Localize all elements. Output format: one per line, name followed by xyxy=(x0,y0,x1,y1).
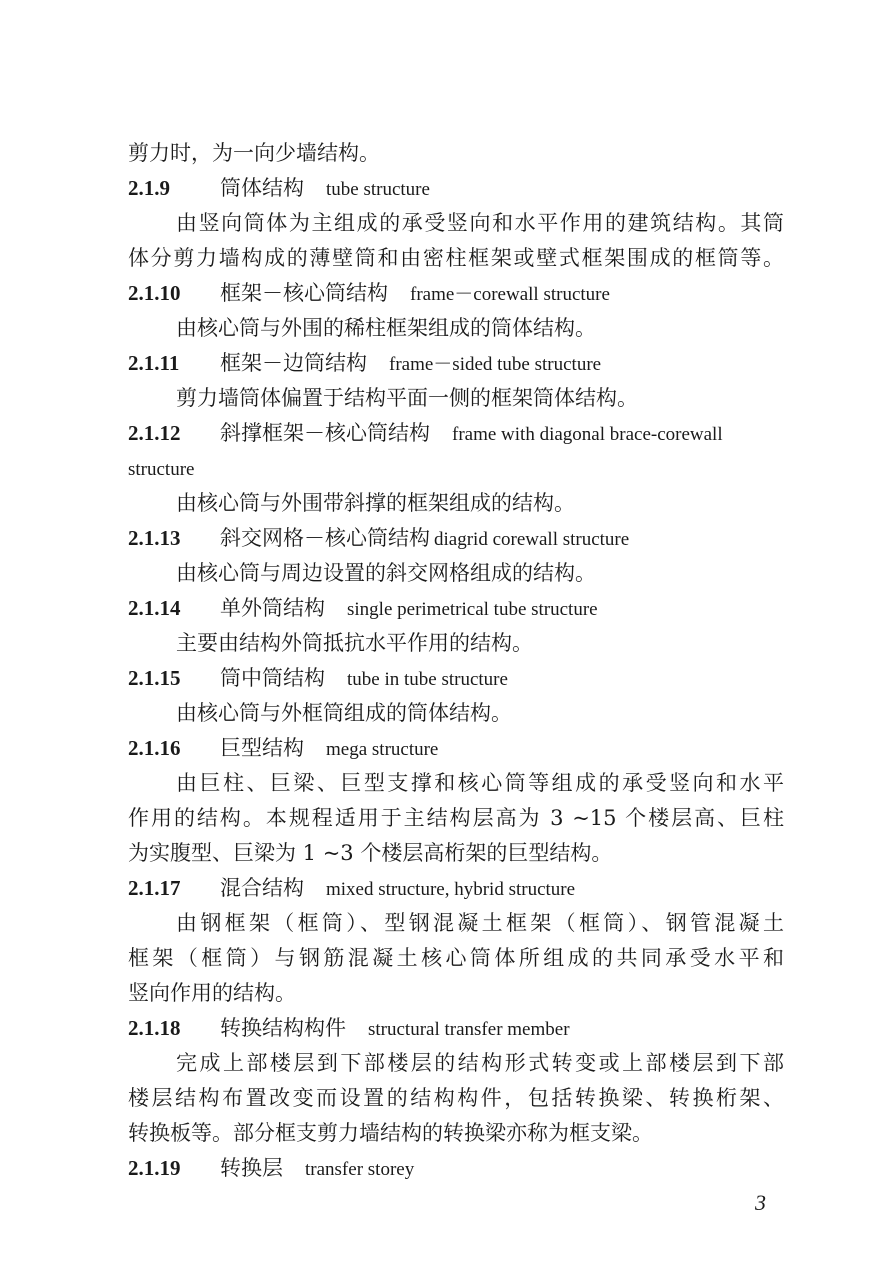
term-chinese: 斜撑框架－核心筒结构 xyxy=(220,421,430,445)
term-chinese: 框架－边筒结构 xyxy=(220,351,367,375)
text: 由核心筒与外围带斜撑的框架组成的结构。 xyxy=(176,491,575,515)
body-text-line xyxy=(128,801,784,835)
section-number: 2.1.13 xyxy=(128,526,181,550)
text: 竖向作用的结构。 xyxy=(128,981,296,1005)
section-number: 2.1.14 xyxy=(128,596,181,620)
text: 由核心筒与外框筒组成的筒体结构。 xyxy=(176,701,512,725)
term-chinese: 筒体结构 xyxy=(220,176,304,200)
term-english-continuation xyxy=(128,451,784,485)
term-chinese: 转换层 xyxy=(220,1156,283,1180)
term-english: tube in tube structure xyxy=(347,669,508,690)
term-chinese: 单外筒结构 xyxy=(220,596,325,620)
text: 由核心筒与外围的稀柱框架组成的筒体结构。 xyxy=(176,316,596,340)
text: 由巨柱、巨梁、巨型支撑和核心筒等组成的承受竖向和水平 xyxy=(176,771,784,795)
term-chinese: 转换结构构件 xyxy=(220,1016,346,1040)
term-english: frame－corewall structure xyxy=(410,284,610,305)
term-chinese: 框架－核心筒结构 xyxy=(220,281,388,305)
body-text-line xyxy=(128,976,784,1010)
term-chinese: 巨型结构 xyxy=(220,736,304,760)
body-text-line xyxy=(176,206,784,240)
section-number: 2.1.17 xyxy=(128,876,181,900)
body-text-line xyxy=(176,696,784,730)
text: 转换板等。部分框支剪力墙结构的转换梁亦称为框支梁。 xyxy=(128,1121,653,1145)
term-english: mega structure xyxy=(326,739,439,760)
section-number: 2.1.11 xyxy=(128,351,180,375)
text: 作用的结构。本规程适用于主结构层高为 3 ~15 个楼层高、巨柱 xyxy=(128,806,784,830)
section-heading-2-1-16 xyxy=(128,731,784,765)
term-chinese: 混合结构 xyxy=(220,876,304,900)
term-chinese: 筒中筒结构 xyxy=(220,666,325,690)
term-english: diagrid corewall structure xyxy=(434,529,630,550)
body-text-line xyxy=(176,486,784,520)
section-number: 2.1.10 xyxy=(128,281,181,305)
body-text-line xyxy=(128,241,784,275)
body-text-line xyxy=(128,941,784,975)
section-number: 2.1.12 xyxy=(128,421,181,445)
section-heading-2-1-15 xyxy=(128,661,784,695)
text: 剪力墙筒体偏置于结构平面一侧的框架筒体结构。 xyxy=(176,386,638,410)
body-text-line xyxy=(176,626,784,660)
section-heading-2-1-18 xyxy=(128,1011,784,1045)
term-english: structural transfer member xyxy=(368,1019,570,1040)
text: 体分剪力墙构成的薄壁筒和由密柱框架或壁式框架围成的框筒等。 xyxy=(128,246,784,270)
term-english: frame with diagonal brace-corewall xyxy=(452,424,723,445)
body-text-line xyxy=(176,381,784,415)
body-text-line xyxy=(176,906,784,940)
term-english: single perimetrical tube structure xyxy=(347,599,598,620)
section-heading-2-1-9 xyxy=(128,171,784,205)
body-text-line xyxy=(128,136,784,170)
page-number: 3 xyxy=(755,1190,766,1215)
section-heading-2-1-14 xyxy=(128,591,784,625)
text: structure xyxy=(128,459,195,480)
body-text-line xyxy=(176,766,784,800)
term-english: transfer storey xyxy=(305,1159,415,1180)
text: 框架（框筒）与钢筋混凝土核心筒体所组成的共同承受水平和 xyxy=(128,946,784,970)
text: 由竖向筒体为主组成的承受竖向和水平作用的建筑结构。其筒 xyxy=(176,211,784,235)
section-heading-2-1-13 xyxy=(128,521,784,555)
section-number: 2.1.15 xyxy=(128,666,181,690)
text: 完成上部楼层到下部楼层的结构形式转变或上部楼层到下部 xyxy=(176,1051,784,1075)
text: 由钢框架（框筒）、型钢混凝土框架（框筒）、钢管混凝土 xyxy=(176,911,784,935)
body-text-line xyxy=(176,311,784,345)
section-number: 2.1.16 xyxy=(128,736,181,760)
term-english: frame－sided tube structure xyxy=(389,354,602,375)
body-text-line xyxy=(176,1046,784,1080)
section-heading-2-1-17 xyxy=(128,871,784,905)
text: 主要由结构外筒抵抗水平作用的结构。 xyxy=(176,631,533,655)
section-heading-2-1-19 xyxy=(128,1151,784,1185)
term-english: mixed structure, hybrid structure xyxy=(326,879,576,900)
body-text-line xyxy=(128,1116,784,1150)
section-number: 2.1.18 xyxy=(128,1016,181,1040)
section-heading-2-1-10 xyxy=(128,276,784,310)
text: 由核心筒与周边设置的斜交网格组成的结构。 xyxy=(176,561,596,585)
body-text-line xyxy=(176,556,784,590)
text: 为实腹型、巨梁为 1 ~3 个楼层高桁架的巨型结构。 xyxy=(128,841,613,865)
text: 楼层结构布置改变而设置的结构构件，包括转换梁、转换桁架、 xyxy=(128,1086,784,1110)
section-number: 2.1.9 xyxy=(128,176,170,200)
section-number: 2.1.19 xyxy=(128,1156,181,1180)
text: 剪力时，为一向少墙结构。 xyxy=(128,141,380,165)
term-chinese: 斜交网格－核心筒结构 xyxy=(220,526,430,550)
section-heading-2-1-12 xyxy=(128,416,784,450)
term-english: tube structure xyxy=(326,179,430,200)
body-text-line xyxy=(128,836,784,870)
section-heading-2-1-11 xyxy=(128,346,784,380)
body-text-line xyxy=(128,1081,784,1115)
